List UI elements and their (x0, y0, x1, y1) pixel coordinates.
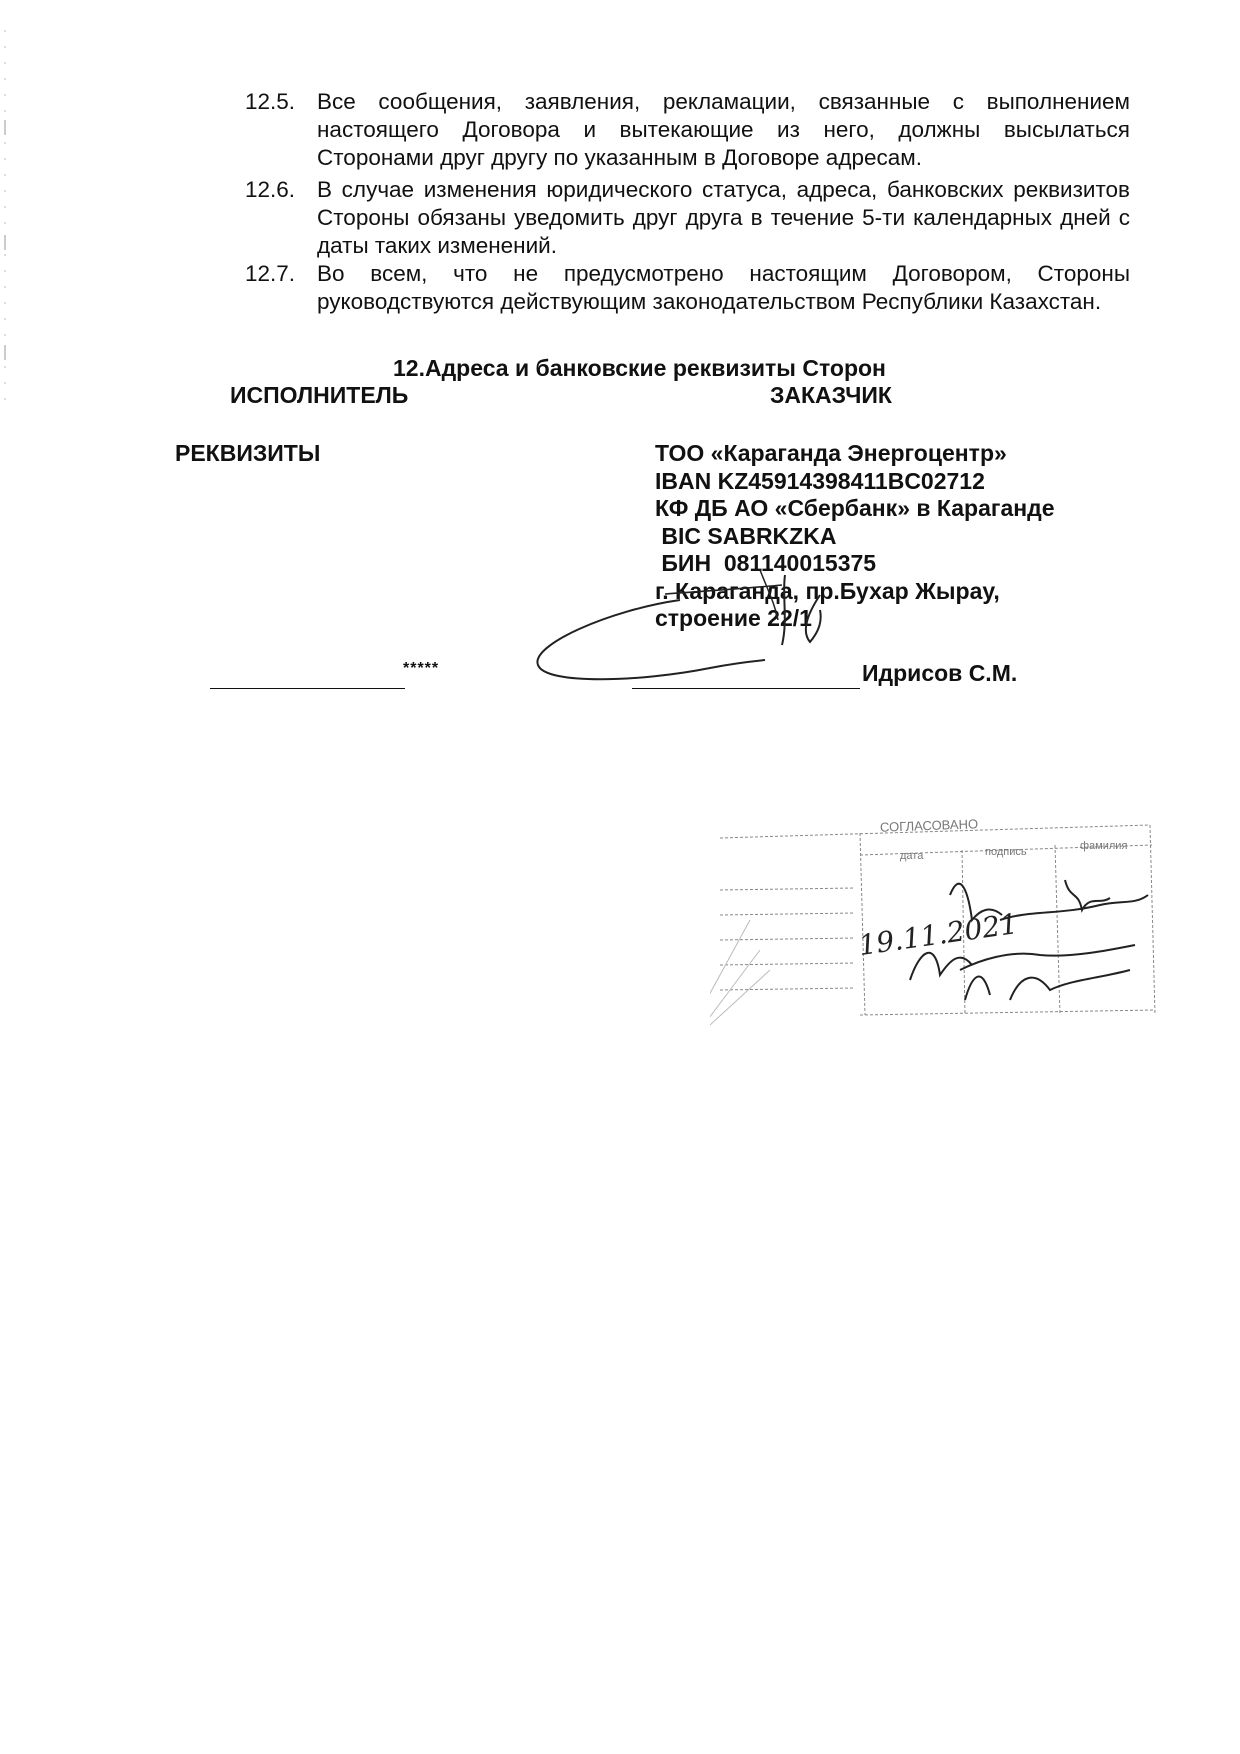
clause-text: Во всем, что не предусмотрено настоящим Договором, Стороны руководствуются действующим законодательством Республики Казахстан. (317, 261, 1130, 314)
executor-heading: ИСПОЛНИТЕЛЬ (230, 382, 409, 408)
clause-number: 12.6. (245, 177, 296, 202)
clause-text: Все сообщения, заявления, рекламации, связанные с выполнением настоящего Договора и вытекающие из него, должны высылаться Сторонами друг другу по указанным в Договоре адресам. (317, 89, 1130, 170)
stamp-col-name: фамилия (1080, 840, 1128, 852)
clause-12-7 (245, 260, 1130, 316)
customer-iban: IBAN KZ45914398411BC02712 (655, 467, 985, 494)
customer-building: строение 22/1 (655, 605, 812, 631)
customer-heading: ЗАКАЗЧИК (770, 382, 892, 408)
executor-signature-line (210, 688, 405, 689)
executor-signature-name: ***** (403, 660, 440, 677)
approval-stamp (710, 800, 1160, 1035)
customer-signature-name: Идрисов С.М. (862, 660, 1018, 686)
stamp-col-date: дата (900, 850, 924, 862)
stamp-date-handwritten: 19.11.2021 (856, 907, 1020, 962)
clause-number: 12.7. (245, 261, 296, 286)
signature-handwriting (520, 550, 880, 690)
customer-bin: БИН 081140015375 (655, 550, 877, 576)
executor-details-label: РЕКВИЗИТЫ (175, 440, 321, 466)
customer-bic: BIC SABRKZKA (655, 522, 837, 549)
section-title: 12.Адреса и банковские реквизиты Сторон (393, 355, 886, 381)
customer-address: г. Караганда, пр.Бухар Жырау, (655, 577, 1000, 604)
clause-text: В случае изменения юридического статуса, адреса, банковских реквизитов Стороны обязаны уведомить друг друга в течение 5-ти календарных дней с даты таких изменений. (317, 177, 1130, 258)
stamp-col-sign: подпись (985, 846, 1027, 858)
scan-edge-marks (0, 0, 20, 1754)
customer-company: ТОО «Караганда Энергоцентр» (655, 440, 1007, 466)
clause-number: 12.5. (245, 89, 296, 114)
clause-12-6 (245, 176, 1130, 260)
customer-bank: КФ ДБ АО «Сбербанк» в Караганде (655, 495, 1055, 521)
stamp-title: СОГЛАСОВАНО (879, 816, 979, 835)
clause-12-5 (245, 88, 1130, 172)
